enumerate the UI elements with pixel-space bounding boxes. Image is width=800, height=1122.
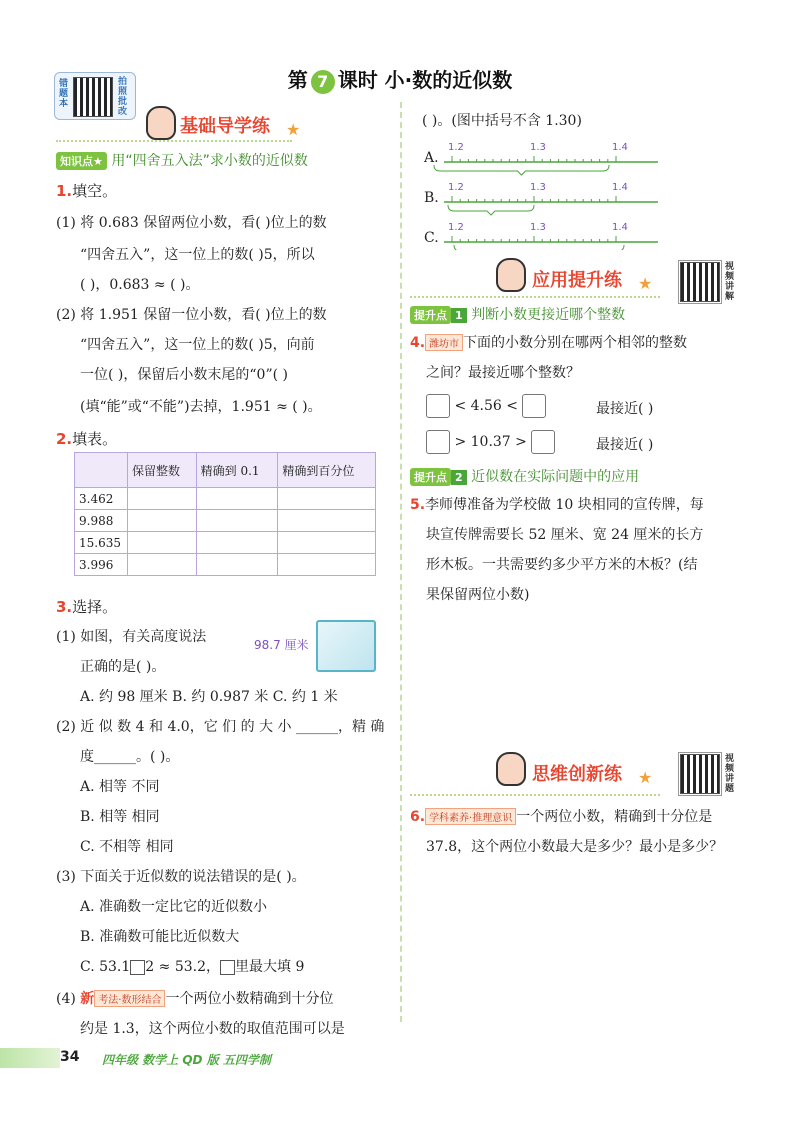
new-badge: 新	[80, 991, 95, 1007]
q3-3-option-a: A. 准确数一定比它的近似数小	[80, 899, 268, 915]
q3-1-line-b: 正确的是( )。	[80, 659, 166, 675]
title-suffix: 课时 小·数的近似数	[337, 68, 513, 92]
q3-4-prefix: (4)	[56, 991, 76, 1007]
q3-title: 选择。	[72, 598, 118, 616]
improve-point-1	[410, 304, 625, 324]
knowledge-text: 用“四舍五入法”求小数的近似数	[111, 153, 308, 169]
cartoon-kid-icon	[496, 258, 526, 292]
q5-line-c: 形木板。一共需要约多少平方米的木板？(结	[426, 557, 698, 573]
improve-tag: 提升点	[410, 306, 451, 324]
q3-1-line-a: (1) 如图，有关高度说法	[56, 629, 207, 645]
tick-label: 1.3	[530, 142, 546, 153]
q5-line-b: 块宣传牌需要长 52 厘米、宽 24 厘米的长方	[426, 527, 704, 543]
answer-cell[interactable]	[278, 488, 376, 510]
improve-num: 1	[451, 308, 467, 323]
knowledge-tag: 知识点★	[56, 152, 107, 170]
q1-2-line-b: “四舍五入”，这一位上的数( )5，向前	[80, 337, 315, 353]
answer-cell[interactable]	[196, 488, 278, 510]
blank-box[interactable]	[130, 960, 145, 975]
q3-4-text-a: 一个两位小数精确到十分位	[165, 991, 334, 1007]
table-header-cell: 精确到 0.1	[196, 453, 278, 488]
literacy-tag: 学科素养·推理意识	[425, 808, 516, 825]
option-c-part1: C. 53.1	[80, 959, 131, 975]
cartoon-kid-icon	[496, 752, 526, 786]
star-icon: ★	[638, 274, 653, 293]
q4-line-a	[410, 332, 687, 352]
q3-2-line-a: (2) 近 似 数 4 和 4.0，它 们 的 大 小 ______，精 确	[56, 719, 385, 735]
column-divider	[400, 102, 402, 1022]
q6-line-a	[410, 806, 712, 826]
tick-label: 1.3	[530, 182, 546, 193]
answer-cell[interactable]	[196, 510, 278, 532]
badge-left-label: 错题本	[58, 79, 68, 109]
tick-label: 1.4	[612, 222, 628, 233]
video-qr-code[interactable]	[678, 260, 722, 304]
q4-closest-1: 最接近( )	[596, 401, 654, 417]
star-icon: ★	[638, 768, 653, 787]
cabinet-height-label: 98.7 厘米	[254, 638, 309, 652]
q1-number: 1.	[56, 182, 73, 200]
q1-2-line-d: (填“能”或“不能”)去掉，1.951 ≈ ( )。	[80, 399, 322, 415]
section-divider	[410, 296, 660, 298]
answer-cell[interactable]	[196, 532, 278, 554]
qr-code-icon	[680, 754, 720, 794]
tick-label: 1.3	[530, 222, 546, 233]
ruler-label-b: B.	[424, 190, 439, 206]
q5-line-d: 果保留两位小数)	[426, 587, 530, 603]
knowledge-point	[56, 150, 308, 170]
video-qr-code[interactable]	[678, 752, 722, 796]
lesson-number: 7	[311, 70, 335, 94]
improve-tag: 提升点	[410, 468, 451, 486]
answer-box[interactable]	[426, 430, 450, 454]
q4-closest-2: 最接近( )	[596, 437, 654, 453]
page-title	[0, 64, 800, 94]
q3-heading	[56, 596, 117, 617]
answer-cell[interactable]	[128, 554, 197, 576]
q3-3-option-b: B. 准确数可能比近似数大	[80, 929, 240, 945]
tick-label: 1.2	[448, 182, 464, 193]
q1-1-line-b: “四舍五入”，这一位上的数( )5，所以	[80, 247, 315, 263]
section-think-title: 思维创新练	[532, 764, 622, 785]
table-row-label: 9.988	[75, 510, 128, 532]
cartoon-kid-icon	[146, 106, 176, 140]
q4-number: 4.	[410, 335, 426, 351]
q3-3-option-c	[80, 956, 304, 976]
answer-cell[interactable]	[278, 532, 376, 554]
answer-cell[interactable]	[278, 554, 376, 576]
q4-row-2	[426, 430, 555, 454]
book-info: 四年级 数学上 QD 版 五四学制	[102, 1053, 271, 1067]
table-row-label: 3.462	[75, 488, 128, 510]
q1-1-line-a: (1) 将 0.683 保留两位小数，看( )位上的数	[56, 215, 327, 231]
q4-line-b: 之间？最接近哪个整数？	[426, 365, 580, 381]
tick-label: 1.2	[448, 142, 464, 153]
q2-table	[74, 452, 376, 576]
blank-box[interactable]	[220, 960, 235, 975]
q3-1-options: A. 约 98 厘米 B. 约 0.987 米 C. 约 1 米	[80, 689, 338, 705]
option-c-part2: 2 ≈ 53.2，	[145, 959, 221, 975]
number-lines-svg	[424, 140, 664, 250]
q3-2-option-b: B. 相等 相同	[80, 809, 160, 825]
cabinet-image	[316, 620, 376, 672]
q1-2-line-c: 一位( )，保留后小数末尾的“0”( )	[80, 367, 288, 383]
q1-title: 填空。	[72, 182, 118, 200]
table-row-label: 15.635	[75, 532, 128, 554]
answer-cell[interactable]	[196, 554, 278, 576]
footer-band	[0, 1048, 60, 1068]
number-line-options	[424, 140, 664, 250]
q2-number: 2.	[56, 430, 73, 448]
section-divider	[56, 140, 292, 142]
range-bracket	[448, 205, 534, 215]
tick-label: 1.2	[448, 222, 464, 233]
qr-code-icon	[680, 262, 720, 302]
answer-cell[interactable]	[278, 510, 376, 532]
table-header-cell: 精确到百分位	[278, 453, 376, 488]
answer-box[interactable]	[531, 430, 555, 454]
answer-cell[interactable]	[128, 510, 197, 532]
range-bracket	[434, 165, 609, 175]
q3-3-line-a: (3) 下面关于近似数的说法错误的是( )。	[56, 869, 306, 885]
table-header-cell	[75, 453, 128, 488]
section-divider	[410, 794, 660, 796]
answer-box[interactable]	[522, 394, 546, 418]
q3-4-continuation: ( )。(图中括号不含 1.30)	[422, 113, 582, 129]
q1-heading	[56, 180, 117, 201]
q3-4-line-a	[56, 988, 333, 1008]
q4-row1-text: < 4.56 <	[454, 398, 518, 414]
q4-row-1	[426, 394, 546, 418]
badge-right-label: 拍照批改	[117, 77, 127, 117]
city-tag: 潍坊市	[425, 334, 463, 351]
table-header-cell: 保留整数	[128, 453, 197, 488]
q3-4-line-b: 约是 1.3，这个两位小数的取值范围可以是	[80, 1021, 345, 1037]
tick-label: 1.4	[612, 142, 628, 153]
q3-number: 3.	[56, 598, 73, 616]
q5-text-a: 李师傅准备为学校做 10 块相同的宣传牌，每	[425, 497, 704, 513]
answer-cell[interactable]	[128, 532, 197, 554]
improve-text: 近似数在实际问题中的应用	[471, 469, 640, 485]
q6-text-a: 一个两位小数，精确到十分位是	[516, 809, 713, 825]
exam-tag: 考法·数形结合	[94, 990, 165, 1007]
q3-2-option-c: C. 不相等 相同	[80, 839, 174, 855]
improve-num: 2	[451, 470, 467, 485]
star-icon: ★	[286, 120, 301, 139]
answer-box[interactable]	[426, 394, 450, 418]
improve-point-2	[410, 466, 639, 486]
option-c-part3: 里最大填 9	[235, 959, 305, 975]
table-row-label: 3.996	[75, 554, 128, 576]
section-apply-title: 应用提升练	[532, 270, 622, 291]
q1-1-line-c: ( )，0.683 ≈ ( )。	[80, 277, 200, 293]
page-number: 34	[60, 1049, 80, 1065]
q2-title: 填表。	[72, 430, 118, 448]
q6-line-b: 37.8，这个两位小数最大是多少？最小是多少？	[426, 839, 724, 855]
title-prefix: 第	[287, 68, 308, 92]
range-bracket	[454, 245, 624, 250]
ruler-label-a: A.	[424, 150, 439, 166]
answer-cell[interactable]	[128, 488, 197, 510]
q5-line-a	[410, 494, 704, 514]
improve-text: 判断小数更接近哪个整数	[471, 307, 626, 323]
ruler-label-c: C.	[424, 230, 439, 246]
q3-2-option-a: A. 相等 不同	[80, 779, 160, 795]
q4-row2-text: > 10.37 >	[454, 434, 527, 450]
qr-side-label: 视频讲解	[724, 262, 734, 302]
q3-2-line-b: 度______。( )。	[80, 749, 180, 765]
qr-side-label: 视频讲题	[724, 754, 734, 794]
q6-number: 6.	[410, 809, 426, 825]
q4-text-a: 下面的小数分别在哪两个相邻的整数	[463, 335, 688, 351]
tick-label: 1.4	[612, 182, 628, 193]
q1-2-line-a: (2) 将 1.951 保留一位小数，看( )位上的数	[56, 307, 327, 323]
q2-heading	[56, 428, 117, 449]
section-basic-title: 基础导学练	[180, 116, 270, 137]
q5-number: 5.	[410, 497, 426, 513]
